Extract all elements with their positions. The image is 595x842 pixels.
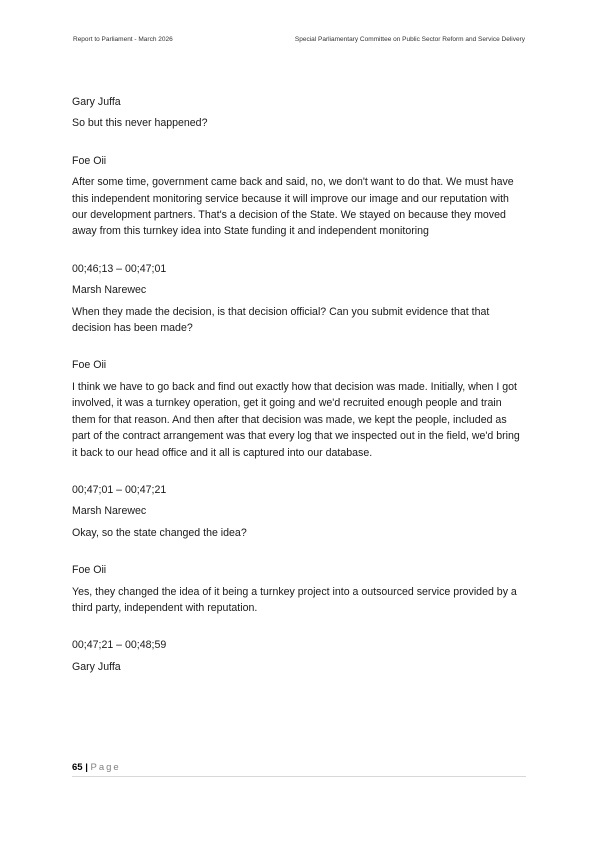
speaker-name: Gary Juffa bbox=[72, 96, 121, 108]
speech-text: So but this never happened? bbox=[72, 117, 208, 130]
header-report-title: Report to Parliament - March 2026 bbox=[73, 36, 173, 43]
speech-text: I think we have to go back and find out exactly how that decision was made. Initially, when I got involved, it was a turnkey operation, get it going and we'd recruited enough people and train them for that reason. And then after that decision was made, we kept the people, included as part of the contract arrangement was that every log that we inspected out in the field, we'd bring it back to our head office and it all is captured into our database. bbox=[72, 380, 520, 459]
speaker-name: Marsh Narewec bbox=[72, 284, 147, 297]
page-label: Page bbox=[90, 762, 121, 773]
timestamp: 00;47;01 – 00;47;21 bbox=[72, 483, 167, 496]
header-committee-name: Special Parliamentary Committee on Public Sector Reform and Service Delivery bbox=[294, 36, 525, 43]
speech-text: Okay, so the state changed the idea? bbox=[72, 526, 247, 539]
speaker-name: Foe Oii bbox=[72, 359, 107, 372]
speaker-name: Gary Juffa bbox=[72, 660, 121, 673]
speaker-name: Marsh Narewec bbox=[72, 505, 147, 518]
footer-separator: | bbox=[85, 762, 88, 773]
page-footer bbox=[72, 762, 526, 777]
speech-text: Yes, they changed the idea of it being a turnkey project into a outsourced service provided by a third party, independent with reputation. bbox=[72, 585, 517, 614]
timestamp: 00;46;13 – 00;47;01 bbox=[72, 262, 167, 275]
timestamp: 00;47;21 – 00;48;59 bbox=[72, 639, 167, 652]
speaker-name: Foe Oii bbox=[72, 564, 107, 577]
transcript-body bbox=[72, 94, 527, 675]
speaker-name: Foe Oii bbox=[72, 154, 107, 167]
speech-text: After some time, government came back and said, no, we don't want to do that. We must have this independent monitoring service because it will improve our image and our reputation with our development partners. That's a decision of the State. We stayed on because they moved away from this turnkey idea into State funding it and independent monitoring bbox=[72, 176, 514, 238]
speech-text: When they made the decision, is that decision official? Can you submit evidence that that decision has been made? bbox=[72, 305, 490, 335]
page-number: 65 bbox=[72, 762, 83, 773]
page-header bbox=[73, 36, 525, 48]
